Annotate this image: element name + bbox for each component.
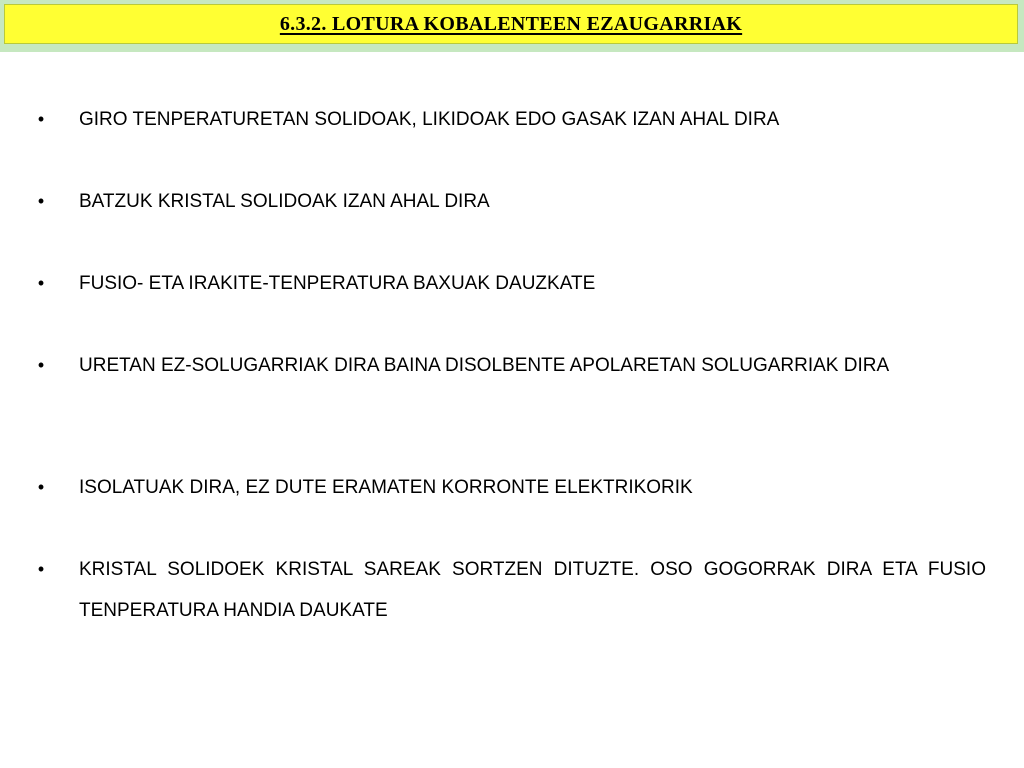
- bullet-dot-icon: •: [37, 191, 45, 211]
- bullet-text: ISOLATUAK DIRA, EZ DUTE ERAMATEN KORRONTE ELEKTRIKORIK: [79, 477, 693, 498]
- slide-title: 6.3.2. LOTURA KOBALENTEEN EZAUGARRIAK: [279, 12, 743, 35]
- bullet-item: [34, 345, 986, 386]
- bullet-item: [34, 181, 986, 222]
- bullet-text: BATZUK KRISTAL SOLIDOAK IZAN AHAL DIRA: [79, 191, 490, 212]
- bullet-item: [34, 549, 986, 631]
- bullet-text: URETAN EZ-SOLUGARRIAK DIRA BAINA DISOLBENTE APOLARETAN SOLUGARRIAK DIRA: [79, 355, 890, 376]
- bullet-text: GIRO TENPERATURETAN SOLIDOAK, LIKIDOAK EDO GASAK IZAN AHAL DIRA: [79, 109, 780, 130]
- bullet-item: [34, 263, 986, 304]
- bullet-text: FUSIO- ETA IRAKITE-TENPERATURA BAXUAK DAUZKATE: [79, 273, 596, 294]
- bullet-dot-icon: •: [37, 273, 45, 293]
- bullet-item: [34, 467, 986, 508]
- bullet-text: KRISTAL SOLIDOEK KRISTAL SAREAK SORTZEN DITUZTE. OSO GOGORRAK DIRA ETA FUSIO TENPERATURA HANDIA DAUKATE: [79, 559, 986, 621]
- bullet-item: [34, 99, 986, 140]
- bullet-dot-icon: •: [37, 559, 45, 579]
- bullet-dot-icon: •: [37, 477, 45, 497]
- bullet-dot-icon: •: [37, 355, 45, 375]
- bullet-dot-icon: •: [37, 109, 45, 129]
